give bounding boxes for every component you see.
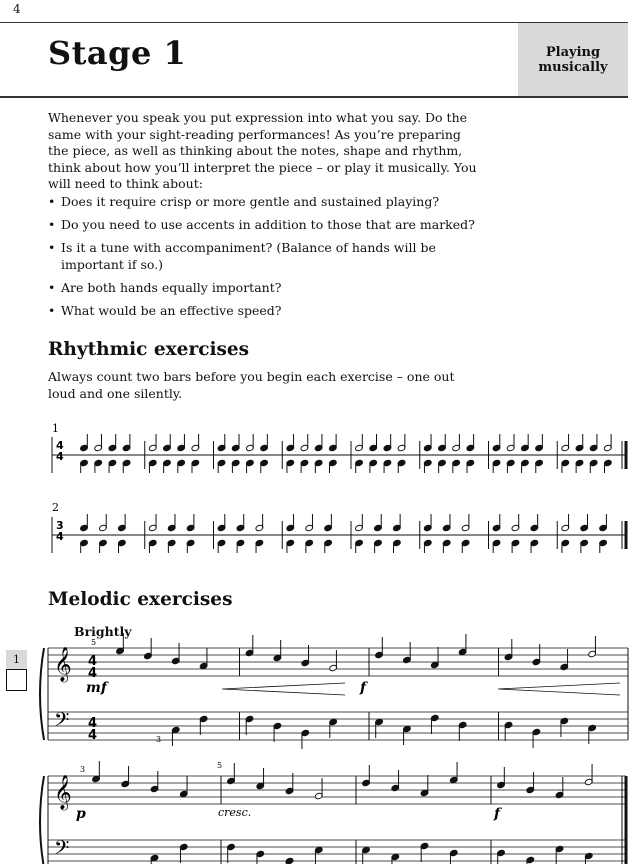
system-1-brace (40, 648, 44, 740)
dynamic-p: p (76, 806, 86, 822)
system-2-brace (40, 776, 44, 864)
rhythmic-instruction: Always count two bars before you begin each exercise – one out loud and one silently. (48, 369, 455, 401)
melodic-bass-time-bottom: 4 (88, 728, 98, 743)
system-1-bass-clef: 𝄢 (54, 708, 70, 736)
system-1-treble-clef: 𝄞 (54, 647, 72, 682)
list-item: • What would be an effective speed? (48, 303, 478, 320)
notation-layer (40, 434, 628, 864)
fingering-rh-2: 3 (80, 765, 86, 774)
crescendo-hairpin (222, 683, 345, 695)
page-title: Stage 1 (48, 34, 187, 72)
melodic-bass-time-top: 4 (88, 716, 98, 731)
rhythm-1-time-top: 4 (56, 439, 64, 452)
rhythm-exercise-2-number: 2 (52, 501, 59, 514)
system-2-treble-clef: 𝄞 (54, 775, 72, 810)
melodic-exercises-heading: Melodic exercises (48, 589, 233, 610)
rhythm-2-time-top: 3 (56, 519, 64, 532)
list-item: • Is it a tune with accompaniment? (Balance of hands will be important if so.) (48, 240, 478, 273)
rhythmic-exercises-heading: Rhythmic exercises (48, 339, 250, 360)
list-item: • Do you need to use accents in addition to those that are marked? (48, 217, 478, 234)
fingering-rh-1: 5 (91, 638, 97, 647)
rhythm-exercise-1-number: 1 (52, 422, 59, 435)
system-2-bass-clef: 𝄢 (54, 836, 70, 864)
section-label-line-2: musically (538, 59, 608, 75)
tempo-marking: Brightly (74, 624, 132, 639)
rhythm-2-time-bottom: 4 (56, 530, 64, 543)
intro-paragraph: Whenever you speak you put expression into what you say. Do the same with your sight-reading performances! As you’re preparing the piece, as well as thinking about the notes, shape and rhythm, think about how you’ll interpret the piece – or play it musically. You will need to think about: (48, 110, 477, 191)
fingering-rh-2b: 5 (217, 761, 223, 770)
melodic-time-top: 4 (88, 654, 98, 669)
dynamic-f-2: f (494, 806, 501, 822)
list-item: • Are both hands equally important? (48, 280, 478, 297)
dynamic-mf: mf (86, 680, 107, 696)
melodic-time-bottom: 4 (88, 666, 98, 681)
fingering-lh-1: 3 (156, 735, 162, 744)
page-number: 4 (13, 2, 21, 16)
section-label-line-1: Playing (545, 44, 601, 60)
crescendo-hairpin-2 (498, 683, 620, 695)
exercise-number-box: 1 (6, 650, 27, 669)
list-item: • Does it require crisp or more gentle and sustained playing? (48, 194, 478, 211)
cresc-marking: cresc. (218, 806, 252, 819)
rhythm-1-time-bottom: 4 (56, 450, 64, 463)
dynamic-f: f (360, 680, 367, 696)
